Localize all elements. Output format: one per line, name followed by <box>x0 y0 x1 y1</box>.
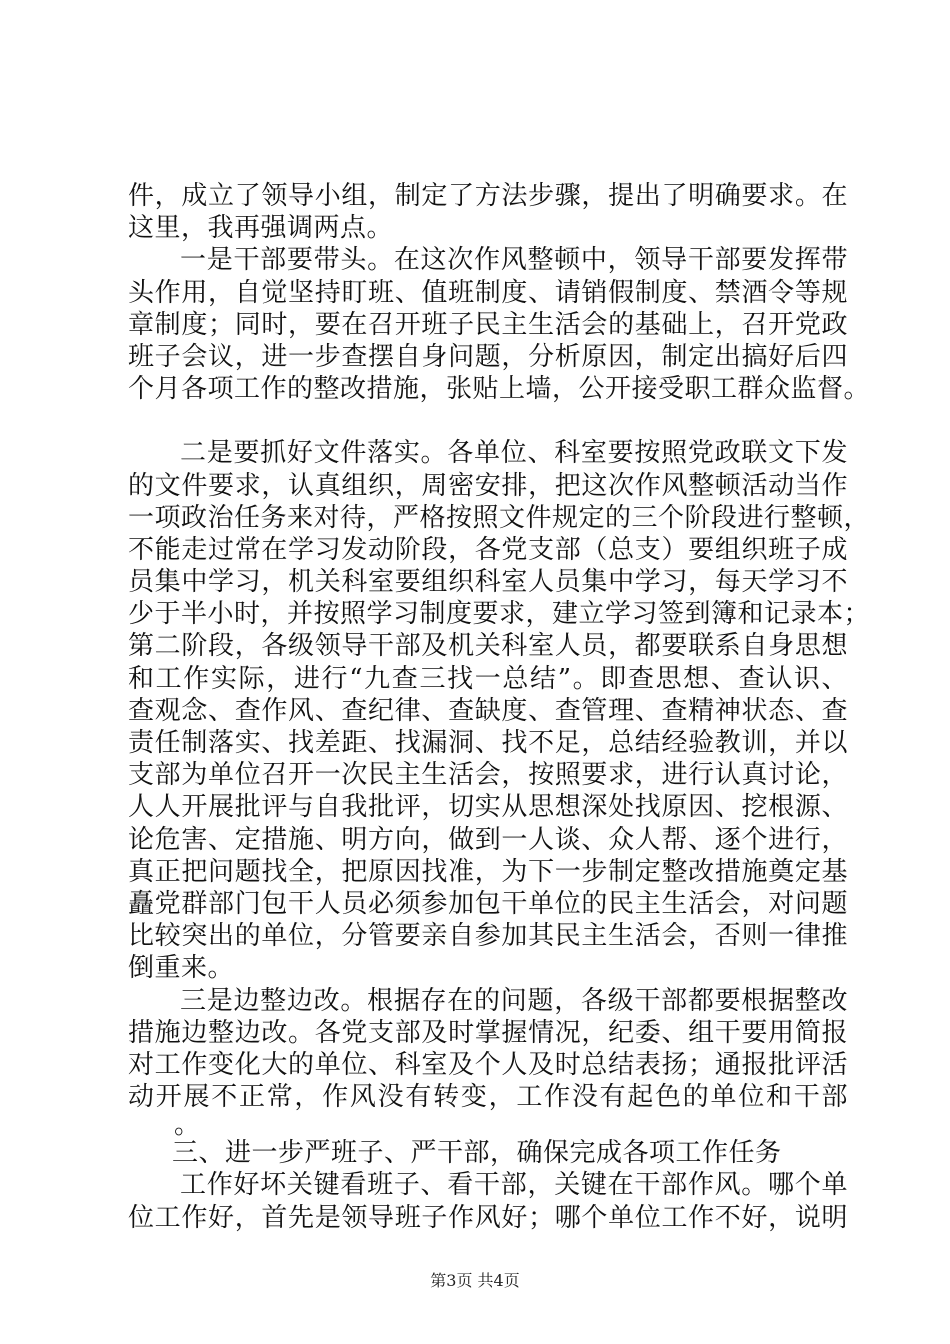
paragraph-start-line: 三是边整边改。根据存在的问题，各级干部都要根据整改 <box>180 985 848 1016</box>
text-line: 比较突出的单位，分管要亲自参加其民主生活会，否则一律推 <box>128 921 848 952</box>
paragraph-start-line: 一是干部要带头。在这次作风整顿中，领导干部要发挥带 <box>180 245 848 276</box>
text-line: 个月各项工作的整改措施，张贴上墙，公开接受职工群众监督。 <box>128 374 871 405</box>
text-line: 措施边整边改。各党支部及时掌握情况，纪委、组干要用简报 <box>128 1017 848 1048</box>
text-line: 倒重来。 <box>128 953 235 984</box>
text-line: 第二阶段，各级领导干部及机关科室人员，都要联系自身思想 <box>128 631 848 662</box>
text-line: 少于半小时，并按照学习制度要求，建立学习签到簿和记录本； <box>128 599 871 630</box>
blank-line <box>128 405 848 437</box>
paragraph-start-line: 二是要抓好文件落实。各单位、科室要按照党政联文下发 <box>180 438 848 469</box>
page-number-footer: 第3页 共4页 <box>430 1271 520 1290</box>
paragraph-start-line: 工作好坏关键看班子、看干部，关键在干部作风。哪个单 <box>180 1170 848 1201</box>
text-line: 章制度；同时，要在召开班子民主生活会的基础上，召开党政 <box>128 309 848 340</box>
text-line: 论危害、定措施、明方向，做到一人谈、众人帮、逐个进行， <box>128 824 848 855</box>
text-line: 头作用，自觉坚持盯班、值班制度、请销假制度、禁酒令等规 <box>128 277 848 308</box>
text-line: 件，成立了领导小组，制定了方法步骤，提出了明确要求。在 <box>128 181 848 211</box>
text-line: 这里，我再强调两点。 <box>128 213 394 244</box>
document-body <box>128 180 871 1234</box>
text-line: 和工作实际，进行“九查三找一总结”。即查思想、查认识、 <box>128 663 848 694</box>
text-line: 一项政治任务来对待，严格按照文件规定的三个阶段进行整顿， <box>128 502 871 533</box>
text-line: 班子会议，进一步查摆自身问题，分析原因，制定出搞好后四 <box>128 341 848 372</box>
text-line: 支部为单位召开一次民主生活会，按照要求，进行认真讨论， <box>128 760 848 791</box>
text-line: 动开展不正常，作风没有转变，工作没有起色的单位和干部 <box>128 1082 848 1113</box>
text-line: 查观念、查作风、查纪律、查缺度、查管理、查精神状态、查 <box>128 695 848 726</box>
text-line: 位工作好，首先是领导班子作风好；哪个单位工作不好，说明 <box>128 1202 848 1233</box>
text-line: 人人开展批评与自我批评，切实从思想深处找原因、挖根源、 <box>128 792 848 823</box>
text-line: 责任制落实、找差距、找漏洞、找不足，总结经验教训，并以 <box>128 728 848 758</box>
text-line: 真正把问题找全，把原因找准，为下一步制定整改措施奠定基 <box>128 856 848 887</box>
text-line: 矗党群部门包干人员必须参加包干单位的民主生活会，对问题 <box>128 888 848 919</box>
text-line: 对工作变化大的单位、科室及个人及时总结表扬；通报批评活 <box>128 1049 848 1080</box>
text-line: 。 <box>174 1110 201 1141</box>
text-line: 不能走过常在学习发动阶段，各党支部（总支）要组织班子成 <box>128 534 848 565</box>
text-line: 的文件要求，认真组织，周密安排，把这次作风整顿活动当作 <box>128 470 848 501</box>
section-heading: 三、进一步严班子、严干部，确保完成各项工作任务 <box>172 1138 782 1169</box>
text-line: 员集中学习，机关科室要组织科室人员集中学习，每天学习不 <box>128 567 848 598</box>
